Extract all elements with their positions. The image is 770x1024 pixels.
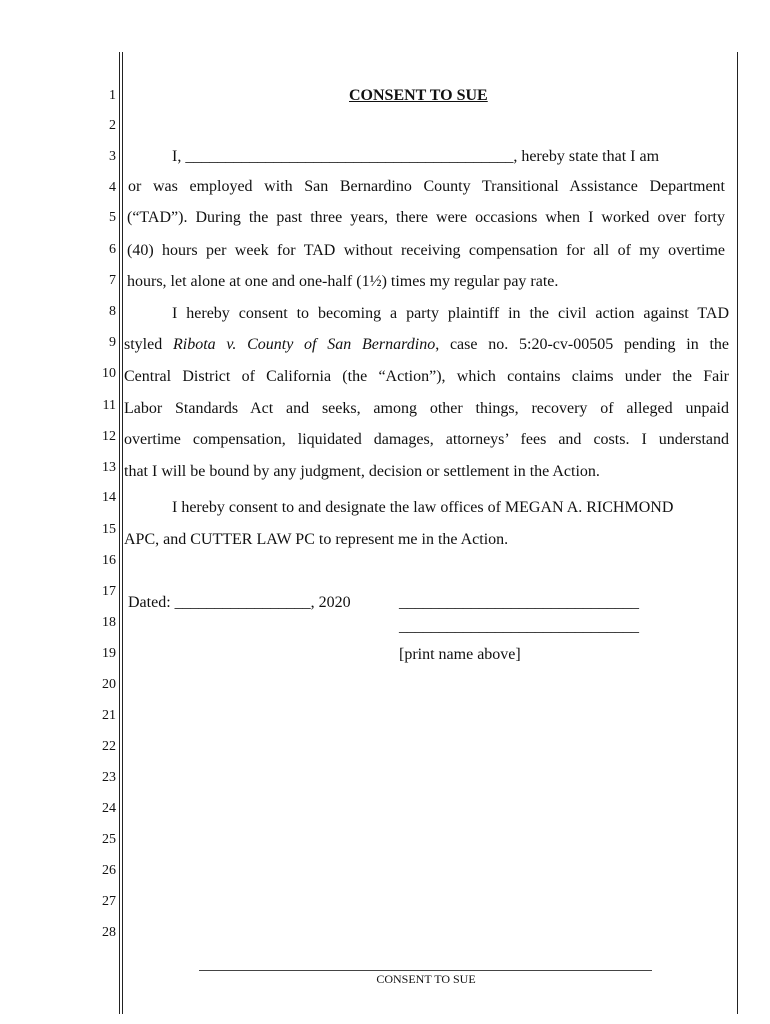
paragraph-line: overtime compensation, liquidated damages, attorneys’ fees and costs. I understand (124, 431, 729, 448)
line-number: 20 (102, 677, 116, 692)
left-margin-rule (119, 52, 120, 1014)
line-number: 22 (102, 739, 116, 754)
paragraph-line: Labor Standards Act and seeks, among other things, recovery of alleged unpaid (124, 400, 729, 417)
line-number: 1 (109, 88, 116, 103)
paragraph-line: that I will be bound by any judgment, decision or settlement in the Action. (124, 463, 600, 480)
line-number: 14 (102, 490, 116, 505)
line-number: 8 (109, 304, 116, 319)
line-number: 17 (102, 584, 116, 599)
line-number: 21 (102, 708, 116, 723)
line-number: 23 (102, 770, 116, 785)
footer-title: CONSENT TO SUE (376, 972, 476, 986)
paragraph-line: hours, let alone at one and one-half (1½) times my regular pay rate. (127, 273, 559, 290)
line-number: 24 (102, 801, 116, 816)
name-declaration-line: I, _________________________________________, hereby state that I am (172, 148, 660, 165)
paragraph-line: or was employed with San Bernardino County Transitional Assistance Department (128, 178, 725, 195)
line-number: 28 (102, 925, 116, 940)
line-number: 19 (102, 646, 116, 661)
right-margin-rule (737, 52, 738, 1014)
case-number: , case no. 5:20-cv-00505 pending in the (435, 336, 730, 353)
line-number: 12 (102, 429, 116, 444)
line-number: 10 (102, 366, 116, 381)
line-number: 11 (102, 398, 116, 413)
print-name-line: ______________________________ (399, 618, 639, 635)
paragraph-line: (“TAD”). During the past three years, there were occasions when I worked over forty (127, 209, 725, 226)
line-number: 2 (109, 118, 116, 133)
line-number: 26 (102, 863, 116, 878)
left-margin-rule-inner (122, 52, 123, 1014)
paragraph-line: APC, and CUTTER LAW PC to represent me in the Action. (124, 531, 509, 548)
document-title: CONSENT TO SUE (349, 87, 488, 104)
line-number: 3 (109, 149, 116, 164)
paragraph-line: Central District of California (the “Action”), which contains claims under the Fair (124, 368, 729, 385)
line-number: 9 (109, 335, 116, 350)
paragraph-line: (40) hours per week for TAD without receiving compensation for all of my overtime (127, 242, 725, 259)
print-name-caption: [print name above] (399, 646, 521, 663)
line-number: 7 (109, 273, 116, 288)
dated-field: Dated: _________________, 2020 (128, 594, 351, 611)
line-number: 25 (102, 832, 116, 847)
paragraph-line: I hereby consent to becoming a party plaintiff in the civil action against TAD (172, 305, 729, 322)
line-number: 18 (102, 615, 116, 630)
line-number: 6 (109, 242, 116, 257)
case-caption-line (124, 335, 729, 355)
paragraph-line: I hereby consent to and designate the law offices of MEGAN A. RICHMOND (172, 499, 674, 516)
line-number: 4 (109, 180, 116, 195)
line-number: 5 (109, 210, 116, 225)
footer-rule (199, 970, 652, 971)
signature-line: ______________________________ (399, 594, 639, 611)
line-number: 15 (102, 522, 116, 537)
case-name: Ribota v. County of San Bernardino (172, 336, 436, 353)
line-number: 16 (102, 553, 116, 568)
line-number: 13 (102, 460, 116, 475)
case-styled-prefix: styled (124, 336, 173, 353)
line-number: 27 (102, 894, 116, 909)
